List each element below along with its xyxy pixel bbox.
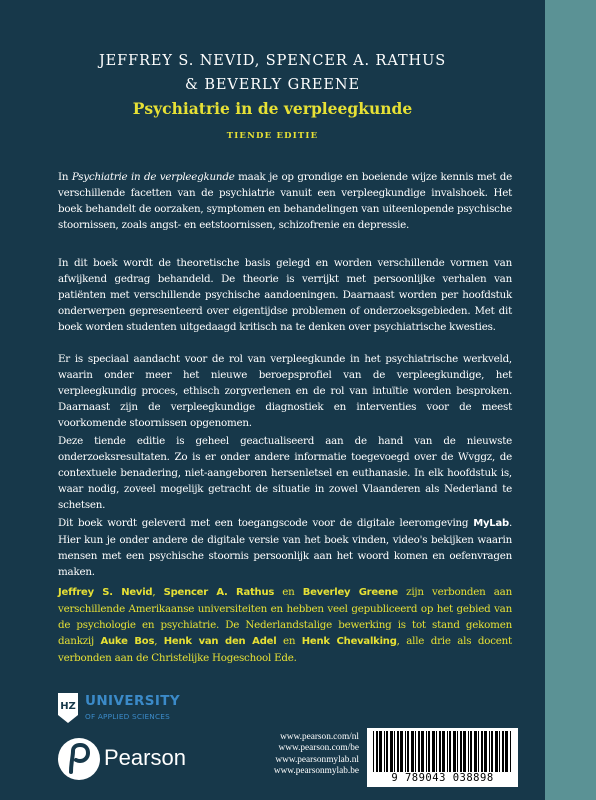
url-mylab-nl[interactable]: www.pearsonmylab.nl	[275, 754, 359, 765]
paragraph-intro: In Psychiatrie in de verpleegkunde maak je op grondige en boeiende wijze kennis met de verschillende facetten van de psychiatrie vanuit een verpleegkundige invalshoek. Het boek behandelt de oorzaken, symptomen en behandelingen van uiteenlopende psychische stoornissen, zoals angst- en eetstoornissen, schizofrenie en depressie.	[58, 171, 512, 231]
barcode-bars	[373, 731, 512, 772]
paragraph-mylab: Dit boek wordt geleverd met een toegangscode voor de digitale leeromgeving MyLab. Hier kun je onder andere de digitale versie van het boek vinden, video's bekijken waarin mensen met een psychische stoornis persoonlijk aan het woord komen en oefenvragen maken.	[58, 517, 512, 578]
title-reference: Psychiatrie in de verpleegkunde	[71, 171, 235, 183]
website-list	[253, 732, 359, 777]
spine-strip	[545, 0, 596, 800]
mylab-label: MyLab	[473, 518, 509, 529]
edition-label: TIENDE EDITIE	[226, 131, 319, 141]
url-pearson-be[interactable]: www.pearson.com/be	[278, 743, 359, 754]
svg-text:HZ: HZ	[60, 701, 76, 712]
paragraph-nursing: Er is speciaal aandacht voor de rol van verpleegkunde in het psychiatrische werkveld, waarin onder meer het nieuwe beroepsprofiel van de verpleegkundige, het verpleegkundig proces, ethisch zorgverlenen en de rol van intuïtie worden besproken. Daarnaast zijn de verpleegkundige diagnostiek en interventies voor de meest voorkomende stoornissen opgenomen.	[58, 353, 512, 429]
hz-university-text: UNIVERSITY	[85, 693, 181, 709]
authors-line-1: JEFFREY S. NEVID, SPENCER A. RATHUS	[98, 53, 447, 69]
book-title: Psychiatrie in de verpleegkunde	[132, 99, 413, 118]
hz-university-logo	[57, 692, 227, 726]
url-mylab-be[interactable]: www.pearsonmylab.be	[273, 765, 359, 776]
pearson-wordmark: Pearson	[104, 745, 186, 770]
hz-subtitle-text: OF APPLIED SCIENCES	[85, 712, 170, 721]
paragraph-theory: In dit boek wordt de theoretische basis gelegd en worden verschillende vormen van afwijkend gedrag behandeld. De theorie is verrijkt met persoonlijke verhalen van patiënten met verschillende psychische aandoeningen. Daarnaast worden per hoofdstuk onderwerpen gepresenteerd over eigentijdse problemen of onderzoeksgebieden. Met dit boek worden studenten uitgedaagd kritisch na te denken over psychiatrische kwesties.	[58, 257, 512, 333]
pearson-logo	[57, 737, 207, 781]
paragraph-authors-bio: Jeffrey S. Nevid, Spencer A. Rathus en Beverley Greene zijn verbonden aan verschillende Amerikaanse universiteiten en hebben veel gepubliceerd op het gebied van de psychologie en psychiatrie. De Nederlandstalige bewerking is tot stand gekomen dankzij Auke Bos, Henk van den Adel en Henk Chevalking, alle drie als docent verbonden aan de Christelijke Hogeschool Ede.	[58, 586, 512, 664]
authors-line-2: & BEVERLY GREENE	[185, 77, 360, 93]
paragraph-edition: Deze tiende editie is geheel geactualiseerd aan de hand van de nieuwste onderzoeksresultaten. Zo is er onder andere informatie toegevoegd over de Wvggz, de contextuele benadering, niet-aangeboren hersenletsel en euthanasie. In elk hoofdstuk is, waar nodig, zoveel mogelijk getracht de situatie in zowel Vlaanderen als Nederland te schetsen.	[58, 435, 512, 511]
url-pearson-nl[interactable]: www.pearson.com/nl	[280, 732, 359, 742]
isbn-barcode	[367, 728, 518, 787]
hz-emblem-icon	[57, 692, 79, 724]
isbn-number: 9 789043 038898	[391, 772, 494, 784]
pearson-mark-icon	[57, 737, 101, 781]
